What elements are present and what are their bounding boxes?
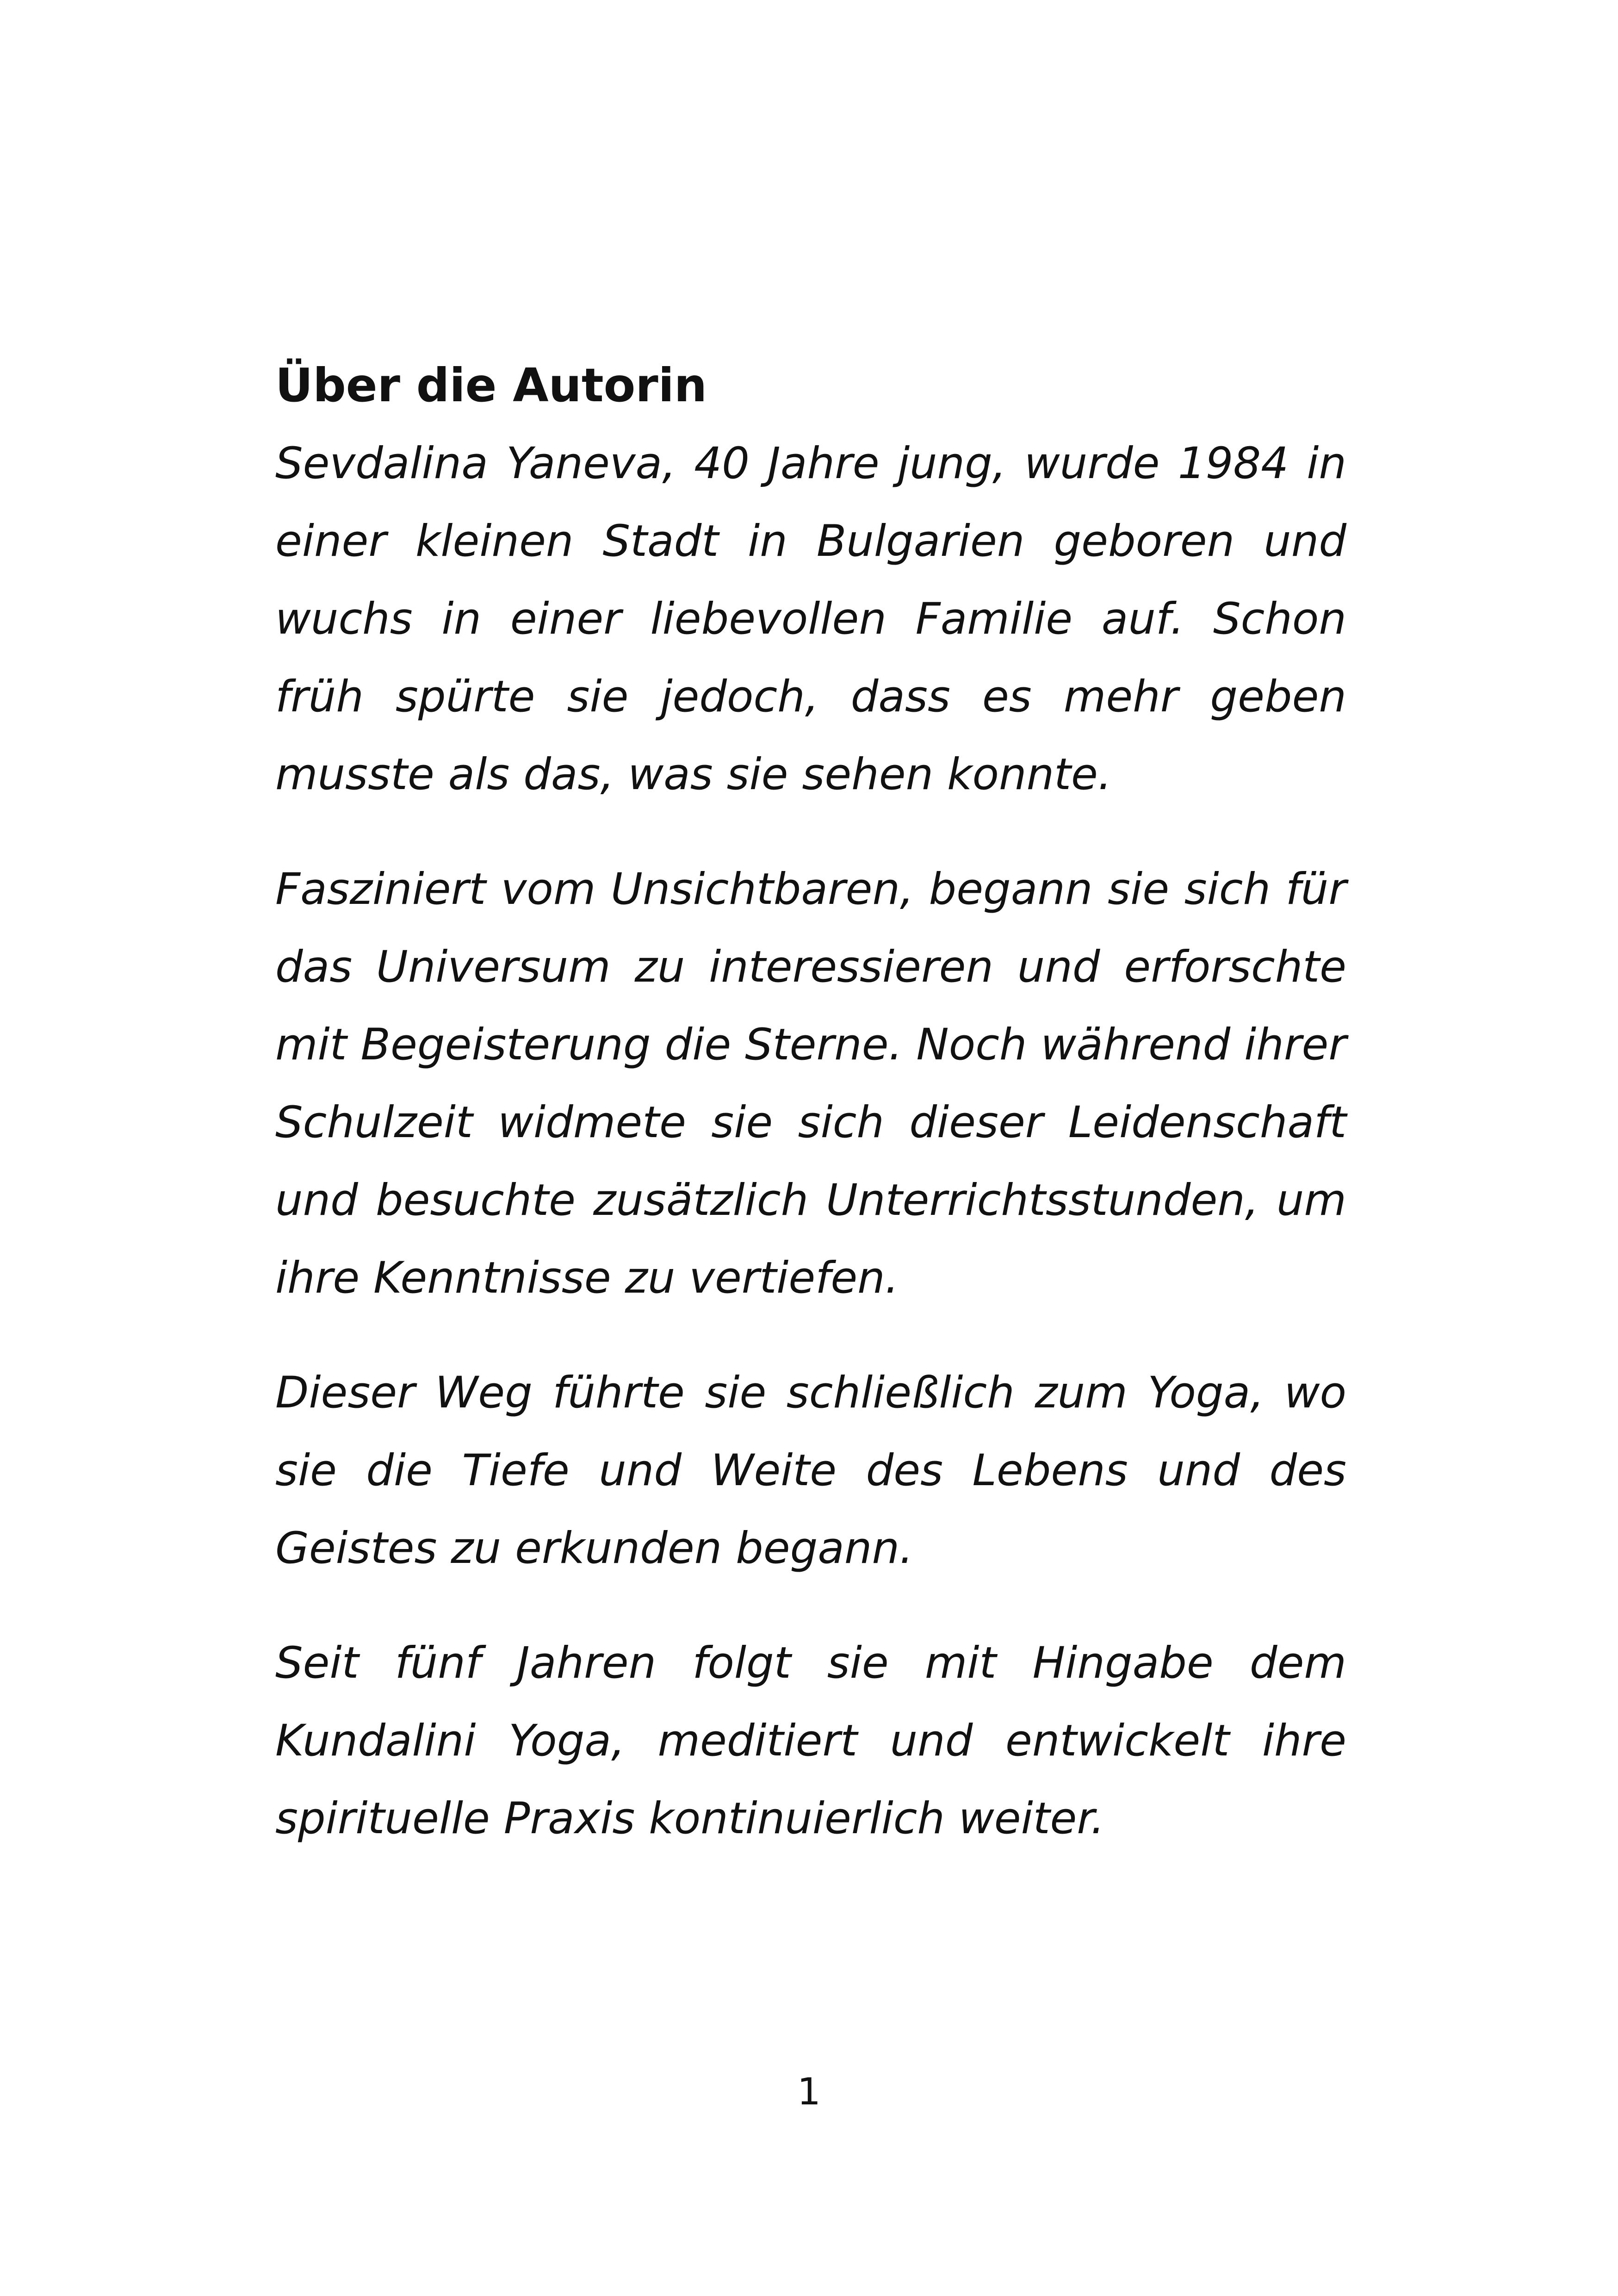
paragraph-4: Seit fünf Jahren folgt sie mit Hingabe dem Kundalini Yoga, meditiert und entwickelt ihre spirituelle Praxis kontinuierlich weiter. (275, 1638, 1346, 1844)
paragraph-3: Dieser Weg führte sie schließlich zum Yoga, wo sie die Tiefe und Weite des Lebens und des Geistes zu erkunden begann. (275, 1368, 1346, 1574)
page-number: 1 (797, 2070, 821, 2113)
paragraph-2: Fasziniert vom Unsichtbaren, begann sie sich für das Universum zu interessieren und erforschte mit Begeisterung die Sterne. Noch während ihrer Schulzeit widmete sie sich dieser Leidenschaft und besuchte zusätzlich Unterrichtsstunden, um ihre Kenntnisse zu vertiefen. (275, 864, 1346, 1303)
section-heading: Über die Autorin (275, 358, 707, 412)
page-content (275, 346, 1346, 1895)
paragraph-1: Sevdalina Yaneva, 40 Jahre jung, wurde 1984 in einer kleinen Stadt in Bulgarien geboren und wuchs in einer liebevollen Familie auf. Schon früh spürte sie jedoch, dass es mehr geben musste als das, was sie sehen konnte. (275, 438, 1346, 800)
